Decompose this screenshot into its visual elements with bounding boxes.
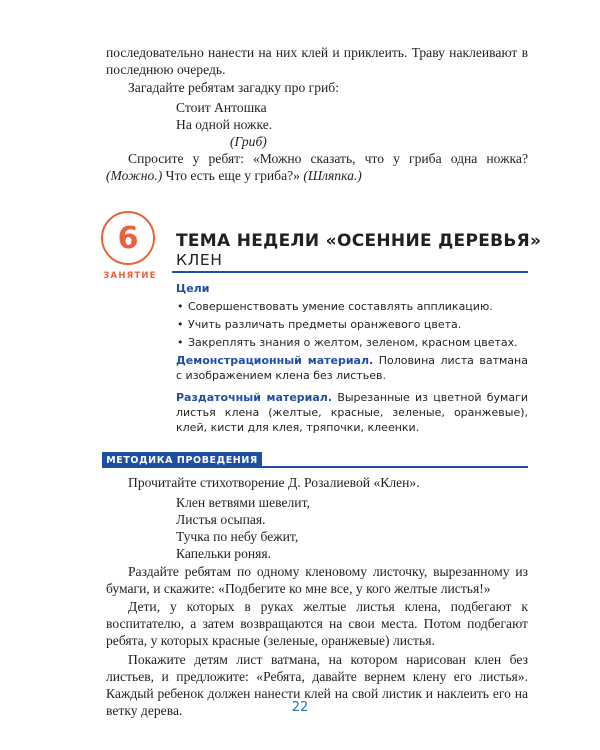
intro-paragraph-1: последовательно нанести на них клей и приклеить. Траву наклеивают в последнюю очередь. (106, 45, 528, 77)
intro-paragraph-2: Загадайте ребятам загадку про гриб: (128, 80, 339, 95)
lesson-number-badge: 6 (101, 211, 155, 265)
page-number: 22 (291, 700, 309, 715)
goal-text: Учить различать предметы оранжевого цвета. (188, 318, 462, 331)
question-text-2: Что есть еще у гриба?» (165, 168, 300, 183)
poem-line: Листья осыпая. (176, 512, 266, 527)
riddle-line: Стоит Антошка (176, 100, 267, 115)
riddle-answer: (Гриб) (230, 134, 267, 149)
handout-material (176, 390, 528, 435)
goal-text: Закреплять знания о желтом, зеленом, красном цветах. (188, 336, 518, 349)
goal-item (176, 299, 528, 314)
riddle (176, 99, 272, 150)
theme-title: ТЕМА НЕДЕЛИ «ОСЕННИЕ ДЕРЕВЬЯ» (176, 231, 542, 251)
goal-text: Совершенствовать умение составлять аппликацию. (188, 300, 493, 313)
poem-line: Капельки роняя. (176, 546, 272, 561)
demo-material-label: Демонстрационный материал. (176, 354, 374, 367)
poem (176, 494, 310, 562)
theme-subtitle: КЛЕН (176, 251, 223, 269)
method-paragraph-4: Покажите детям лист ватмана, на котором нарисован клен без листьев, и предложите: «Ребята, давайте вернем клену его листья». Каждый ребенок должен нанести клей на свой листик и наклеить его на ветку дерева. (106, 652, 528, 718)
goal-item (176, 317, 528, 332)
theme-divider (172, 271, 528, 273)
bullet-icon: • (177, 336, 184, 349)
poem-line: Тучка по небу бежит, (176, 529, 299, 544)
lesson-label: ЗАНЯТИЕ (103, 271, 157, 281)
intro-paragraph-3 (106, 150, 528, 184)
bullet-icon: • (177, 300, 184, 313)
demo-material-text: Половина листа ватмана с изображением клена без листьев. (176, 354, 528, 382)
poem-line: Клен ветвями шевелит, (176, 495, 310, 510)
method-divider (262, 466, 528, 468)
goals-heading: Цели (176, 282, 210, 295)
goal-item (176, 335, 528, 350)
demo-material (176, 353, 528, 383)
method-paragraph-2: Раздайте ребятам по одному кленовому листочку, вырезанному из бумаги, и скажите: «Подбегите ко мне все, у кого желтые листья!» (106, 564, 528, 596)
answer-1: (Можно.) (106, 168, 163, 183)
handout-material-text: Вырезанные из цветной бумаги листья клена (желтые, красные, зеленые, оранжевые), клей, кисти для клея, тряпочки, клеенки. (176, 391, 529, 434)
method-paragraph-1: Прочитайте стихотворение Д. Розалиевой «Клен». (128, 475, 420, 490)
handout-material-label: Раздаточный материал. (176, 391, 333, 404)
method-paragraph-3: Дети, у которых в руках желтые листья клена, подбегают к воспитателю, а затем возвращаются на свои места. Потом подбегают ребята, у которых красные (зеленые, оранжевые) листья. (106, 599, 528, 648)
answer-2: (Шляпка.) (303, 168, 362, 183)
method-section-header (102, 452, 528, 468)
question-text: Спросите у ребят: «Можно сказать, что у гриба одна ножка? (128, 151, 528, 166)
goals-list (176, 299, 528, 353)
bullet-icon: • (177, 318, 184, 331)
riddle-line: На одной ножке. (176, 117, 273, 132)
method-heading: МЕТОДИКА ПРОВЕДЕНИЯ (102, 452, 262, 468)
